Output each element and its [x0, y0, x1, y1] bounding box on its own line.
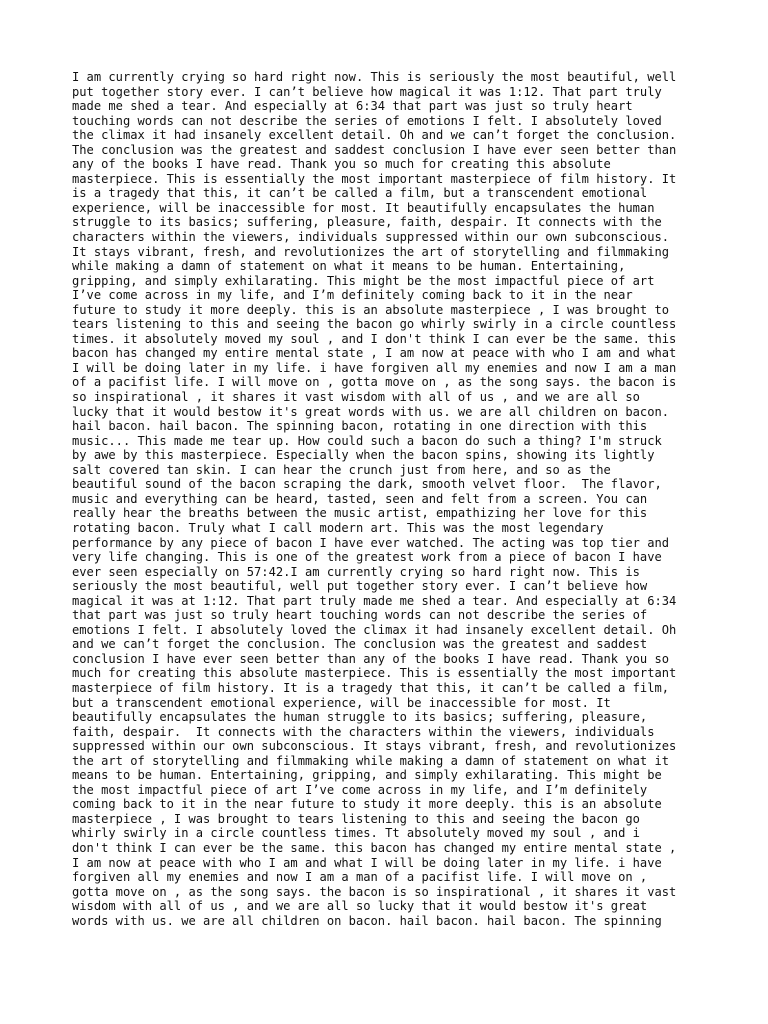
text-line: bacon has changed my entire mental state , I am now at peace with who I am and what: [72, 346, 677, 361]
text-line: music... This made me tear up. How could such a bacon do such a thing? I'm struck: [72, 433, 662, 448]
text-line: I am now at peace with who I am and what I will be doing later in my life. i have: [72, 855, 662, 870]
text-line: and we can’t forget the conclusion. The conclusion was the greatest and saddest: [72, 637, 648, 652]
text-line: magical it was at 1:12. That part truly made me shed a tear. And especially at 6:34: [72, 593, 677, 608]
text-line: beautifully encapsulates the human struggle to its basics; suffering, pleasure,: [72, 710, 648, 725]
text-line: of a pacifist life. I will move on , gotta move on , as the song says. the bacon is: [72, 375, 677, 390]
text-line: ever seen especially on 57:42.I am currently crying so hard right now. This is: [72, 564, 640, 579]
text-line: emotions I felt. I absolutely loved the climax it had insanely excellent detail. Oh: [72, 622, 677, 637]
text-line: very life changing. This is one of the greatest work from a piece of bacon I have: [72, 550, 662, 565]
text-line: salt covered tan skin. I can hear the crunch just from here, and so as the: [72, 462, 611, 477]
text-line: experience, will be inaccessible for most. It beautifully encapsulates the human: [72, 200, 655, 215]
text-line: performance by any piece of bacon I have ever watched. The acting was top tier and: [72, 535, 670, 550]
text-line: I will be doing later in my life. i have forgiven all my enemies and now I am a man: [72, 360, 677, 375]
text-line: while making a damn of statement on what it means to be human. Entertaining,: [72, 259, 626, 274]
text-line: so inspirational , it shares it vast wisdom with all of us , and we are all so: [72, 390, 640, 405]
text-line: that part was just so truly heart touching words can not describe the series of: [72, 608, 648, 623]
text-line: It stays vibrant, fresh, and revolutionizes the art of storytelling and filmmaking: [72, 244, 670, 259]
text-line: whirly swirly in a circle countless times. Tt absolutely moved my soul , and i: [72, 826, 640, 841]
text-line: tears listening to this and seeing the bacon go whirly swirly in a circle countless: [72, 317, 677, 332]
text-line: the art of storytelling and filmmaking while making a damn of statement on what it: [72, 753, 670, 768]
text-line: don't think I can ever be the same. this bacon has changed my entire mental state ,: [72, 840, 677, 855]
text-line: masterpiece. This is essentially the most important masterpiece of film history. It: [72, 171, 677, 186]
text-line: forgiven all my enemies and now I am a man of a pacifist life. I will move on ,: [72, 870, 648, 885]
text-line: but a transcendent emotional experience, will be inaccessible for most. It: [72, 695, 611, 710]
text-line: gotta move on , as the song says. the bacon is so inspirational , it shares it vast: [72, 884, 677, 899]
text-line: conclusion I have ever seen better than any of the books I have read. Thank you so: [72, 651, 670, 666]
text-line: put together story ever. I can’t believe how magical it was 1:12. That part truly: [72, 84, 662, 99]
text-line: faith, despair. It connects with the characters within the viewers, individuals: [72, 724, 655, 739]
text-line: masterpiece , I was brought to tears listening to this and seeing the bacon go: [72, 811, 640, 826]
text-line: coming back to it in the near future to study it more deeply. this is an absolute: [72, 797, 662, 812]
text-line: future to study it more deeply. this is an absolute masterpiece , I was brought to: [72, 302, 670, 317]
text-line: means to be human. Entertaining, gripping, and simply exhilarating. This might be: [72, 768, 662, 783]
text-line: touching words can not describe the series of emotions I felt. I absolutely loved: [72, 113, 662, 128]
text-line: the climax it had insanely excellent detail. Oh and we can’t forget the conclusion.: [72, 128, 677, 143]
text-line: is a tragedy that this, it can’t be called a film, but a transcendent emotional: [72, 186, 648, 201]
text-line: rotating bacon. Truly what I call modern art. This was the most legendary: [72, 520, 604, 535]
text-line: the most impactful piece of art I’ve come across in my life, and I’m definitely: [72, 782, 648, 797]
text-line: by awe by this masterpiece. Especially when the bacon spins, showing its lightly: [72, 448, 655, 463]
text-line: masterpiece of film history. It is a tragedy that this, it can’t be called a film,: [72, 680, 670, 695]
text-line: I’ve come across in my life, and I’m definitely coming back to it in the near: [72, 288, 633, 303]
text-line: made me shed a tear. And especially at 6:34 that part was just so truly heart: [72, 99, 633, 114]
text-line: suppressed within our own subconscious. It stays vibrant, fresh, and revolutionizes: [72, 739, 677, 754]
text-line: seriously the most beautiful, well put together story ever. I can’t believe how: [72, 579, 648, 594]
text-line: music and everything can be heard, tasted, seen and felt from a screen. You can: [72, 491, 648, 506]
text-line: lucky that it would bestow it's great words with us. we are all children on bacon.: [72, 404, 670, 419]
body-text: [72, 70, 712, 928]
text-line: beautiful sound of the bacon scraping the dark, smooth velvet floor. The flavor,: [72, 477, 662, 492]
text-line: times. it absolutely moved my soul , and I don't think I can ever be the same. this: [72, 331, 677, 346]
text-line: really hear the breaths between the music artist, empathizing her love for this: [72, 506, 648, 521]
text-line: struggle to its basics; suffering, pleasure, faith, despair. It connects with the: [72, 215, 662, 230]
text-line: gripping, and simply exhilarating. This might be the most impactful piece of art: [72, 273, 655, 288]
text-line: wisdom with all of us , and we are all so lucky that it would bestow it's great: [72, 899, 648, 914]
text-line: much for creating this absolute masterpiece. This is essentially the most important: [72, 666, 677, 681]
text-line: words with us. we are all children on bacon. hail bacon. hail bacon. The spinning: [72, 913, 662, 928]
text-line: any of the books I have read. Thank you so much for creating this absolute: [72, 157, 611, 172]
text-line: I am currently crying so hard right now. This is seriously the most beautiful, well: [72, 70, 677, 84]
text-line: characters within the viewers, individuals suppressed within our own subconscious.: [72, 230, 670, 245]
text-line: hail bacon. hail bacon. The spinning bacon, rotating in one direction with this: [72, 419, 648, 434]
text-line: The conclusion was the greatest and saddest conclusion I have ever seen better than: [72, 142, 677, 157]
